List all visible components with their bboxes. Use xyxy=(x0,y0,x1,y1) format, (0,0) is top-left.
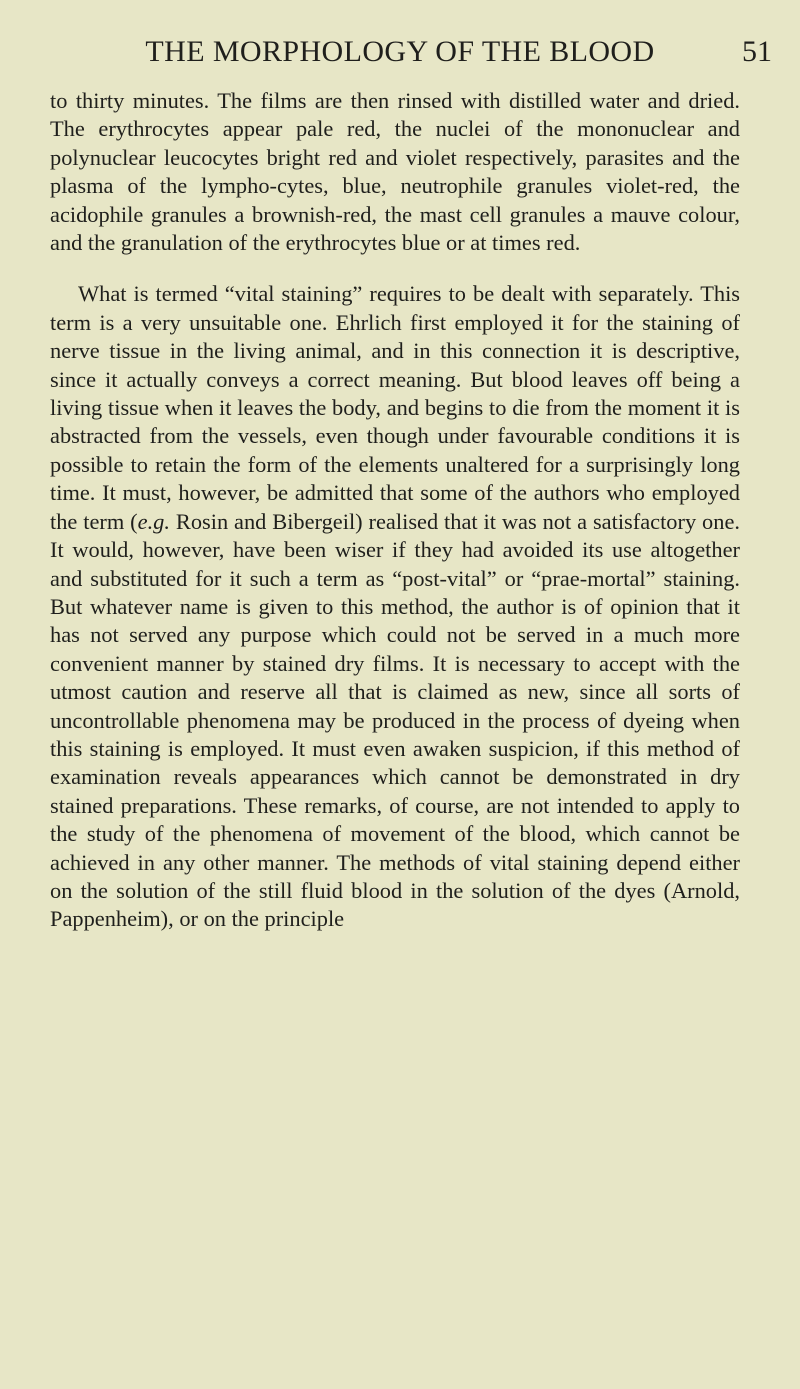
eg-abbreviation: e.g. xyxy=(137,508,170,534)
paragraph-2-text-after-eg: Rosin and Bibergeil) realised that it was not a satisfactory one. It would, however, have been wiser if they had avoided its use altogether and substituted for it such a term as “post-vital” or “prae-mortal” staining. But whatever name is given to this method, the author is of opinion that it has not served any purpose which could not be served in a much more convenient manner by stained dry films. It is necessary to accept with the utmost caution and reserve all that is claimed as new, since all sorts of uncontrollable phenomena may be produced in the process of dyeing when this staining is employed. It must even awaken suspicion, if this method of examination reveals appearances which cannot be demonstrated in dry stained preparations. These remarks, of course, are not intended to apply to the study of the phenomena of movement of the blood, which cannot be achieved in any other manner. The methods of vital staining depend either on the solution of the still fluid blood in the solution of the dyes (Arnold, Pappenheim), or on the principle xyxy=(50,508,740,932)
paragraph-1: to thirty minutes. The films are then rinsed with distilled water and dried. The erythrocytes appear pale red, the nuclei of the mononuclear and polynuclear leucocytes bright red and violet respectively, parasites and the plasma of the lympho-cytes, blue, neutrophile granules violet-red, the acidophile granules a brownish-red, the mast cell granules a mauve colour, and the granulation of the erythrocytes blue or at times red. xyxy=(50,88,740,256)
paragraph-2-text-before-eg: What is termed “vital staining” requires to be dealt with separately. This term is a very unsuitable one. Ehrlich first employed it for the staining of nerve tissue in the living animal, and in this connection it is descriptive, since it actually conveys a correct meaning. But blood leaves off being a living tissue when it leaves the body, and begins to die from the moment it is abstracted from the vessels, even though under favourable conditions it is possible to retain the form of the elements unaltered for a surprisingly long time. It must, however, be admitted that some of the authors who employed the term ( xyxy=(50,281,740,534)
running-head xyxy=(0,34,800,74)
body-text xyxy=(50,87,740,934)
paragraph-2 xyxy=(50,280,740,933)
page-number: 51 xyxy=(742,35,772,68)
page-title: THE MORPHOLOGY OF THE BLOOD xyxy=(145,35,655,68)
